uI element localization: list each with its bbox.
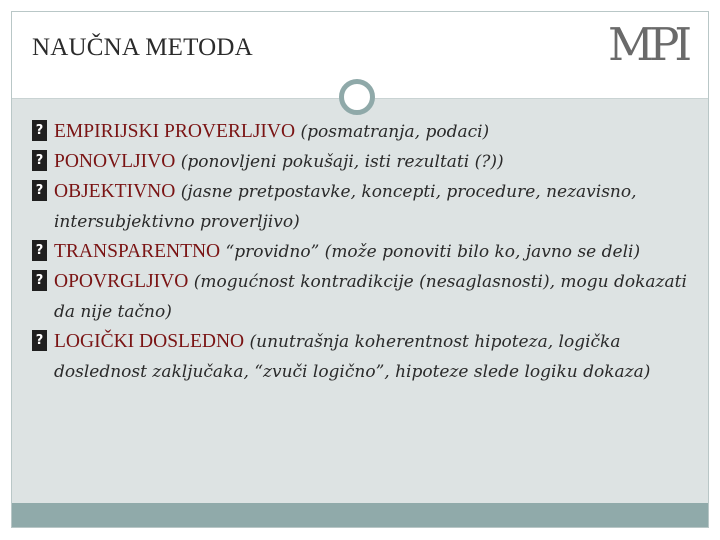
item-text: (jasne pretpostavke, koncepti, procedure, nezavisno, intersubjektivno proverljivo) [54, 182, 637, 232]
logo-text: MPI [608, 18, 688, 71]
item-text: (mogućnost kontradikcije (nesaglasnosti), mogu dokazati da nije tačno) [54, 272, 687, 322]
list-item [30, 117, 696, 147]
item-keyword: TRANSPARENTNO [54, 241, 221, 262]
decorative-circle-icon [339, 79, 375, 115]
list-item [30, 147, 696, 177]
bullet-icon: ? [32, 120, 47, 141]
bullet-icon: ? [32, 330, 47, 351]
item-text: “providno” (može ponoviti bilo ko, javno se deli) [220, 242, 641, 262]
bullet-icon: ? [32, 150, 47, 171]
item-keyword: PONOVLJIVO [54, 151, 176, 172]
item-text: (unutrašnja koherentnost hipoteza, logička doslednost zaključaka, “zvuči logično”, hipoteze slede logiku dokaza) [54, 332, 651, 382]
bullet-list [30, 117, 696, 387]
item-text: (ponovljeni pokušaji, isti rezultati (?)) [175, 152, 504, 172]
bullet-icon: ? [32, 240, 47, 261]
item-keyword: EMPIRIJSKI PROVERLJIVO [54, 121, 296, 142]
bullet-icon: ? [32, 270, 47, 291]
item-keyword: LOGIČKI DOSLEDNO [54, 331, 245, 352]
item-text: (posmatranja, podaci) [295, 122, 490, 142]
list-item [30, 267, 696, 327]
slide-title: NAUČNA METODA [32, 34, 253, 61]
bullet-icon: ? [32, 180, 47, 201]
item-keyword: OBJEKTIVNO [54, 181, 176, 202]
item-keyword: OPOVRGLJIVO [54, 271, 189, 292]
list-item [30, 177, 696, 237]
list-item [30, 237, 696, 267]
list-item [30, 327, 696, 387]
